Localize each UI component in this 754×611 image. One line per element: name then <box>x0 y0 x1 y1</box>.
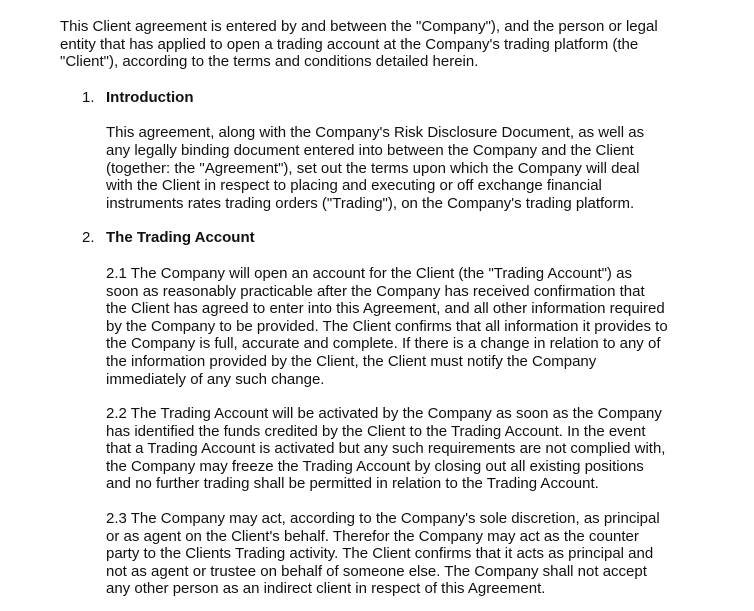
document-page <box>60 18 700 598</box>
section-title: The Trading Account <box>106 229 255 247</box>
section-number: 2. <box>82 229 95 247</box>
section-heading-trading-account <box>60 229 700 247</box>
section-number: 1. <box>82 88 95 106</box>
section-heading-introduction <box>60 89 700 107</box>
section-title: Introduction <box>106 88 194 106</box>
intro-paragraph: This Client agreement is entered by and between the "Company"), and the person or legal entity that has applied to open a trading account at the Company's trading platform (the "Client"), according to the terms and conditions detailed herein. <box>60 18 658 71</box>
clause-2-3-paragraph: 2.3 The Company may act, according to the Company's sole discretion, as principal or as agent on the Client's behalf. Therefor the Company may act as the counter party to the Clients Trading activity. The Client confirms that it acts as principal and not as agent or trustee on behalf of someone else. The Company shall not accept any other person as an indirect client in respect of this Agreement. <box>106 510 660 598</box>
clause-2-1-paragraph: 2.1 The Company will open an account for the Client (the "Trading Account") as soon as reasonably practicable after the Company has received confirmation that the Client has agreed to enter into this Agreement, and all other information required by the Company to be provided. The Client confirms that all information it provides to the Company is full, accurate and complete. If there is a change in relation to any of the information provided by the Client, the Client must notify the Company immediately of any such change. <box>106 264 668 388</box>
introduction-paragraph: This agreement, along with the Company's Risk Disclosure Document, as well as any legally binding document entered into between the Company and the Client (together: the "Agreement"), set out the terms upon which the Company will deal with the Client in respect to placing and executing or off exchange financial instruments rates trading orders ("Trading"), on the Company's trading platform. <box>106 124 645 212</box>
clause-2-2-paragraph: 2.2 The Trading Account will be activated by the Company as soon as the Company has identified the funds credited by the Client to the Trading Account. In the event that a Trading Account is activated but any such requirements are not complied with, the Company may freeze the Trading Account by closing out all existing positions and no further trading shall be permitted in relation to the Trading Account. <box>106 405 666 493</box>
